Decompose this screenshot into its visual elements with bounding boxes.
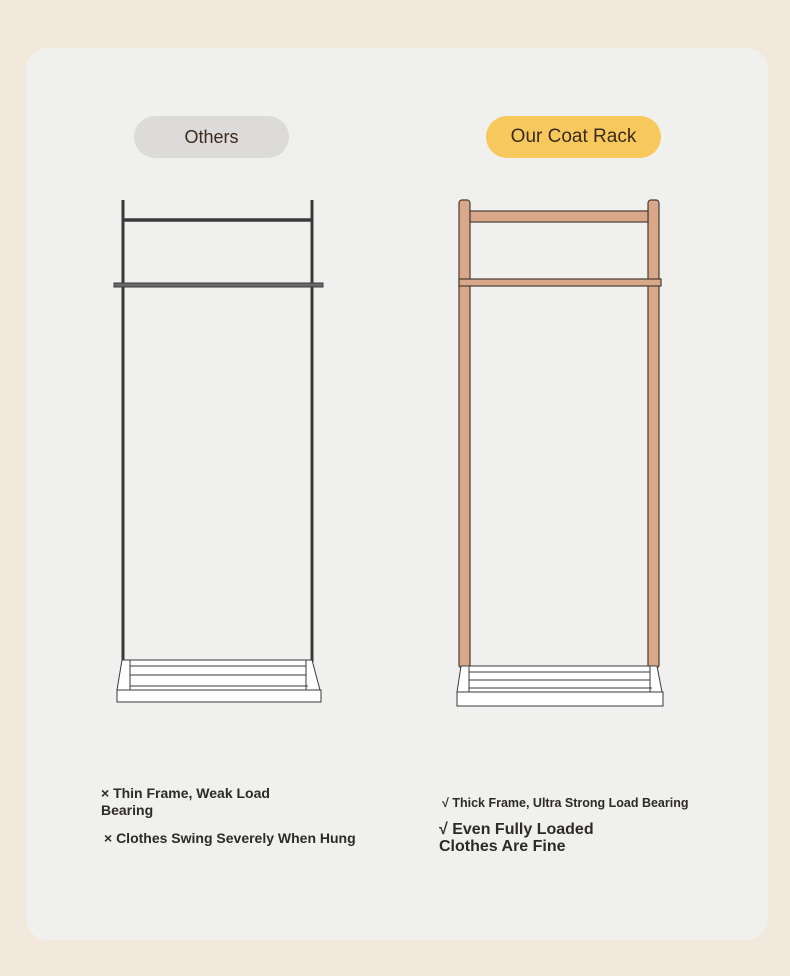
- others-note-thin-frame: × Thin Frame, Weak Load Bearing: [101, 785, 270, 818]
- wooden-coat-rack-illustration: [457, 200, 663, 706]
- ours-note-thick-frame: √ Thick Frame, Ultra Strong Load Bearing: [442, 796, 689, 810]
- thin-coat-rack-illustration: [114, 200, 323, 702]
- our-coat-rack-label: Our Coat Rack: [486, 116, 661, 158]
- others-label: Others: [134, 116, 289, 158]
- others-note-clothes-swing: × Clothes Swing Severely When Hung: [104, 830, 356, 846]
- ours-note-fully-loaded: √ Even Fully Loaded Clothes Are Fine: [439, 821, 594, 855]
